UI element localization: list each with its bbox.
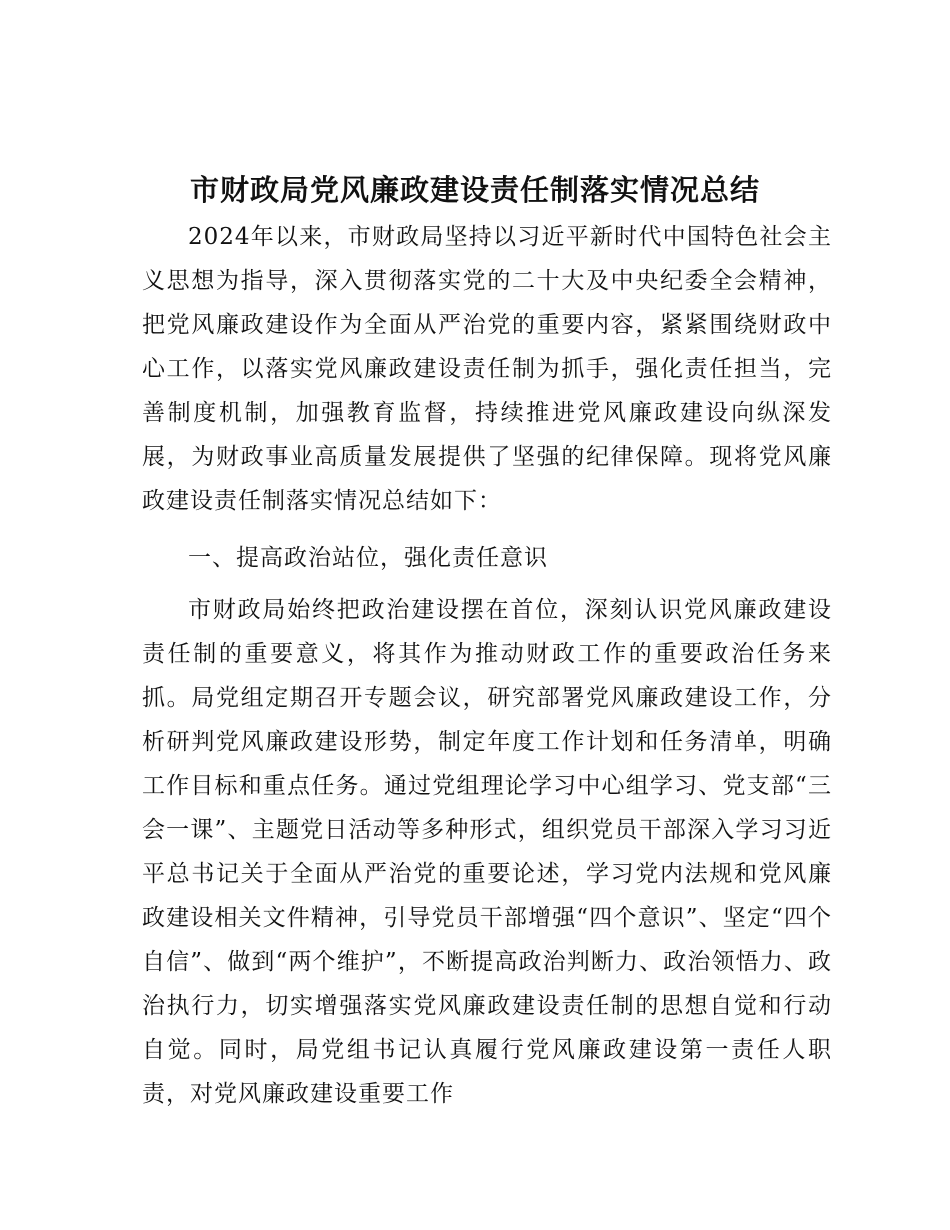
- document-title: 市财政局党风廉政建设责任制落实情况总结: [189, 173, 760, 207]
- intro-paragraph: 2024年以来，市财政局坚持以习近平新时代中国特色社会主义思想为指导，深入贯彻落实党的二十大及中央纪委全会精神，把党风廉政建设作为全面从严治党的重要内容，紧紧围绕财政中心工作，以落实党风廉政建设责任制为抓手，强化责任担当，完善制度机制，加强教育监督，持续推进党风廉政建设向纵深发展，为财政事业高质量发展提供了坚强的纪律保障。现将党风廉政建设责任制落实情况总结如下：: [142, 224, 832, 514]
- section-1-paragraph: 市财政局始终把政治建设摆在首位，深刻认识党风廉政建设责任制的重要意义，将其作为推动财政工作的重要政治任务来抓。局党组定期召开专题会议，研究部署党风廉政建设工作，分析研判党风廉政建设形势，制定年度工作计划和任务清单，明确工作目标和重点任务。通过党组理论学习中心组学习、党支部“三会一课”、主题党日活动等多种形式，组织党员干部深入学习习近平总书记关于全面从严治党的重要论述，学习党内法规和党风廉政建设相关文件精神，引导党员干部增强“四个意识”、坚定“四个自信”、做到“两个维护”，不断提高政治判断力、政治领悟力、政治执行力，切实增强落实党风廉政建设责任制的思想自觉和行动自觉。同时，局党组书记认真履行党风廉政建设第一责任人职责，对党风廉政建设重要工作: [142, 597, 832, 1107]
- section-heading-1: 一、提高政治站位，强化责任意识: [188, 545, 548, 571]
